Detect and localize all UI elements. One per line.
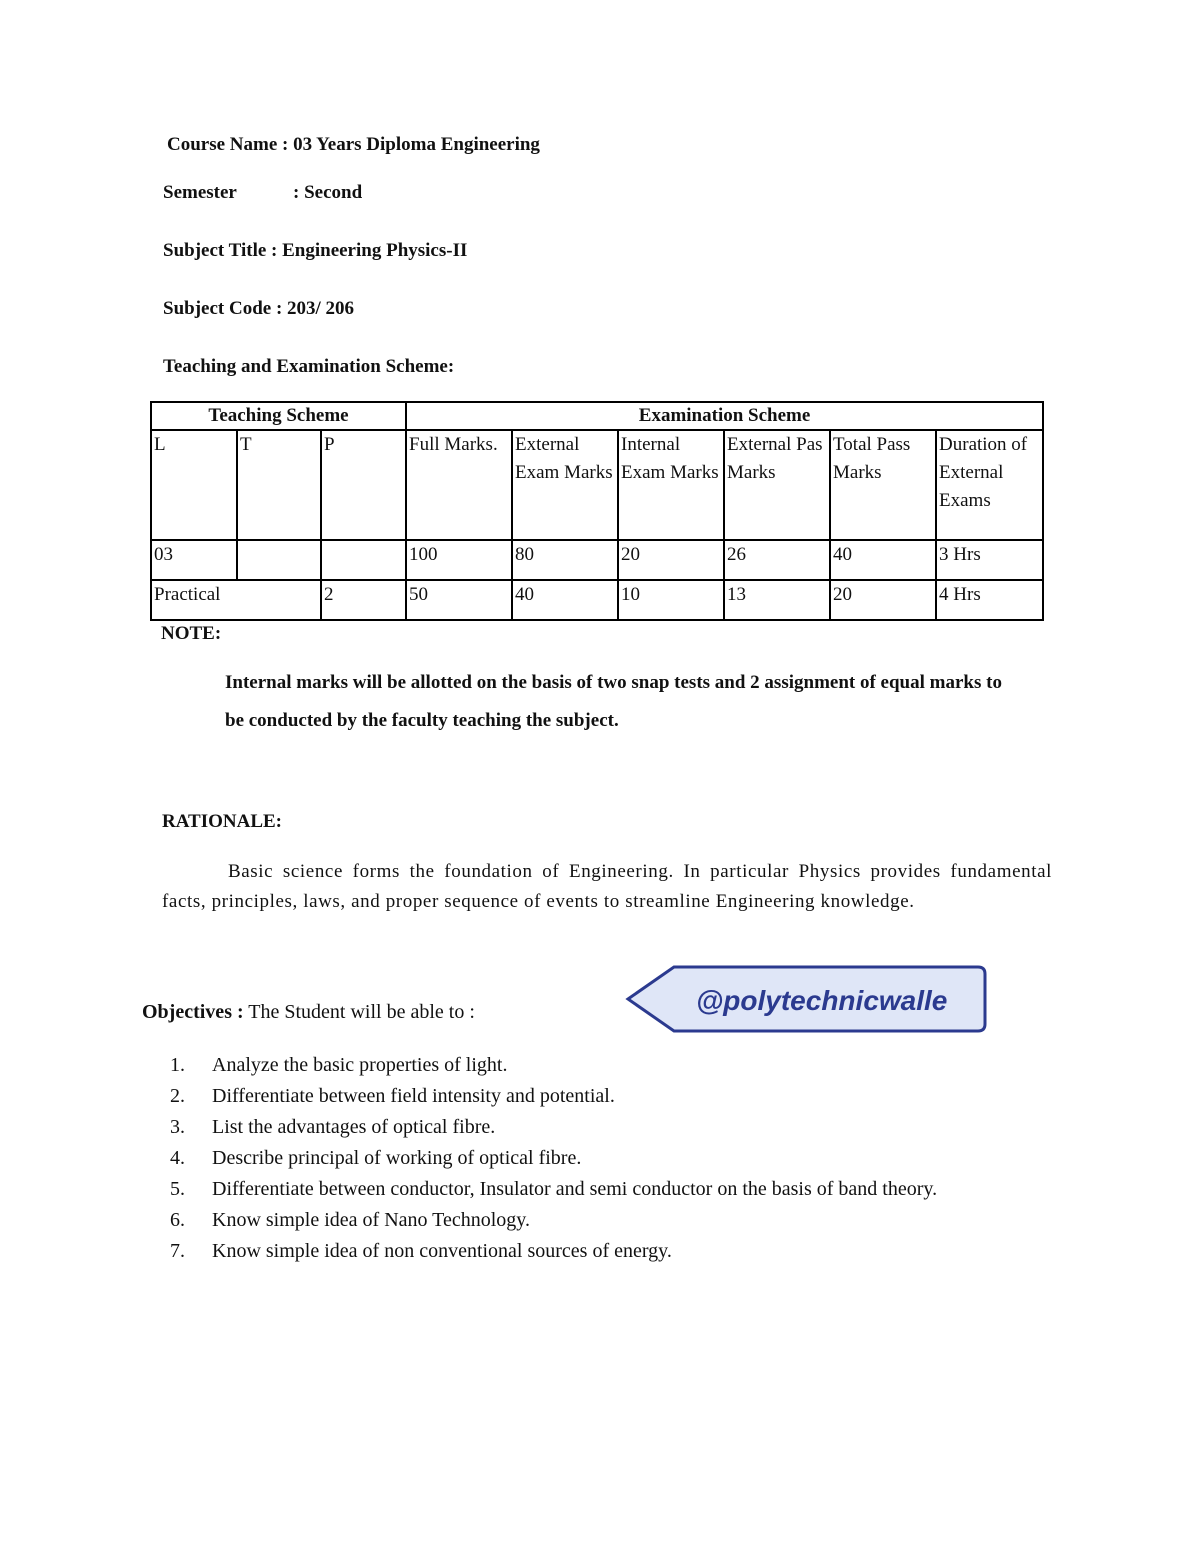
list-number: 3. <box>170 1116 185 1138</box>
column-header: Duration of External Exams <box>936 430 1043 540</box>
column-header: T <box>237 430 321 540</box>
list-item <box>170 1050 1060 1081</box>
course-name-label: Course Name <box>167 134 278 155</box>
list-text: Differentiate between conductor, Insulator and semi conductor on the basis of band theory. <box>212 1178 938 1200</box>
cell-external-marks: 40 <box>512 580 618 620</box>
objectives-label: Objectives : <box>142 1001 244 1023</box>
subject-title-label: Subject Title <box>163 240 267 261</box>
cell-t <box>237 540 321 580</box>
cell-external-marks: 80 <box>512 540 618 580</box>
list-item <box>170 1112 1060 1143</box>
scheme-heading: Teaching and Examination Scheme: <box>163 356 455 377</box>
subject-code-line <box>163 298 354 320</box>
subject-code-value: : 203/ 206 <box>275 298 355 319</box>
column-header: External Pas Marks <box>724 430 830 540</box>
column-header: Internal Exam Marks <box>618 430 724 540</box>
objectives-intro: The Student will be able to : <box>248 1001 475 1023</box>
scheme-table <box>150 401 1044 621</box>
course-name-value: : 03 Years Diploma Engineering <box>282 134 540 155</box>
cell-practical-label: Practical <box>151 580 321 620</box>
column-header: External Exam Marks <box>512 430 618 540</box>
subject-code-label: Subject Code <box>163 298 272 319</box>
examination-scheme-header: Examination Scheme <box>406 402 1043 430</box>
cell-duration: 3 Hrs <box>936 540 1043 580</box>
rationale-body: Basic science forms the foundation of Engineering. In particular Physics provides fundamental facts, principles, laws, and proper sequence of events to streamline Engineering knowledge. <box>162 861 1052 912</box>
cell-p: 2 <box>321 580 406 620</box>
list-text: List the advantages of optical fibre. <box>212 1116 496 1138</box>
list-text: Know simple idea of non conventional sources of energy. <box>212 1240 672 1262</box>
cell-internal-marks: 20 <box>618 540 724 580</box>
list-item <box>170 1174 1060 1205</box>
cell-external-pass: 26 <box>724 540 830 580</box>
list-item <box>170 1205 1060 1236</box>
cell-full-marks: 50 <box>406 580 512 620</box>
list-item <box>170 1236 1060 1267</box>
note-body: Internal marks will be allotted on the basis of two snap tests and 2 assignment of equal marks to be conducted by the faculty teaching the subject. <box>225 672 1002 731</box>
watermark-text: @polytechnicwalle <box>696 985 948 1016</box>
table-row <box>151 580 1043 620</box>
semester-label: Semester <box>163 182 237 203</box>
list-number: 7. <box>170 1240 185 1262</box>
cell-full-marks: 100 <box>406 540 512 580</box>
course-name-line <box>167 134 540 156</box>
cell-internal-marks: 10 <box>618 580 724 620</box>
teaching-scheme-header: Teaching Scheme <box>151 402 406 430</box>
subject-title-line <box>163 240 467 262</box>
list-text: Differentiate between field intensity and potential. <box>212 1085 615 1107</box>
list-number: 5. <box>170 1178 185 1200</box>
cell-total-pass: 40 <box>830 540 936 580</box>
rationale-title: RATIONALE: <box>162 811 282 832</box>
objectives-heading <box>142 1001 475 1024</box>
table-row <box>151 540 1043 580</box>
cell-p <box>321 540 406 580</box>
column-header: P <box>321 430 406 540</box>
list-item <box>170 1143 1060 1174</box>
column-header: Full Marks. <box>406 430 512 540</box>
list-number: 6. <box>170 1209 185 1231</box>
column-header: L <box>151 430 237 540</box>
column-header: Total Pass Marks <box>830 430 936 540</box>
cell-l: 03 <box>151 540 237 580</box>
cell-total-pass: 20 <box>830 580 936 620</box>
list-text: Know simple idea of Nano Technology. <box>212 1209 530 1231</box>
cell-duration: 4 Hrs <box>936 580 1043 620</box>
semester-line <box>163 182 362 204</box>
cell-external-pass: 13 <box>724 580 830 620</box>
list-number: 4. <box>170 1147 185 1169</box>
list-item <box>170 1081 1060 1112</box>
subject-title-value: : Engineering Physics-II <box>271 240 468 261</box>
note-title: NOTE: <box>161 623 222 644</box>
objectives-list <box>170 1050 1060 1267</box>
list-text: Analyze the basic properties of light. <box>212 1054 508 1076</box>
list-number: 1. <box>170 1054 185 1076</box>
semester-value: : Second <box>293 182 363 203</box>
list-text: Describe principal of working of optical fibre. <box>212 1147 582 1169</box>
list-number: 2. <box>170 1085 185 1107</box>
